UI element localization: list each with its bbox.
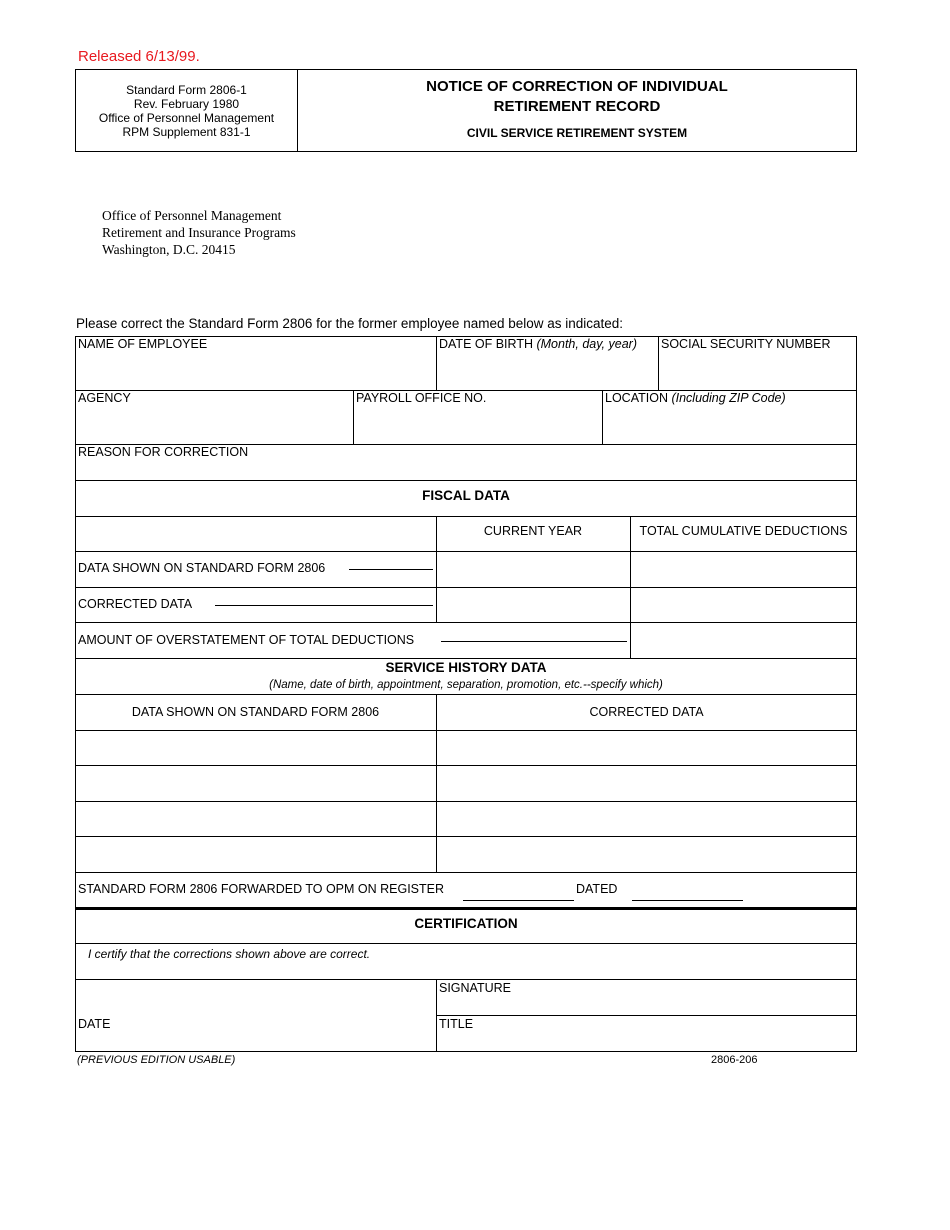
fiscal-corrected-current-input[interactable]: [437, 588, 629, 621]
service-corrected-input[interactable]: [437, 766, 855, 800]
fiscal-col-total-deductions: TOTAL CUMULATIVE DEDUCTIONS: [639, 524, 848, 538]
employee-name-field[interactable]: [76, 337, 207, 351]
service-history-subheading: (Name, date of birth, appointment, separation, promotion, etc.--specify which): [269, 679, 663, 691]
grid-line: [75, 907, 857, 910]
form-id-line: Office of Personnel Management: [98, 111, 275, 125]
date-of-birth-field[interactable]: [437, 337, 637, 351]
register-forwarded-label: STANDARD FORM 2806 FORWARDED TO OPM ON REGISTER: [78, 882, 445, 896]
grid-line: [75, 979, 857, 980]
form-id-block: [76, 70, 298, 151]
fiscal-data-heading: FISCAL DATA: [422, 488, 510, 503]
fiscal-shown-total-input[interactable]: [631, 552, 855, 586]
address-line: Washington, D.C. 20415: [102, 242, 236, 257]
fiscal-row-shown-label: DATA SHOWN ON STANDARD FORM 2806: [78, 561, 326, 575]
fiscal-overstatement-input[interactable]: [631, 623, 855, 657]
fiscal-row-overstatement-label: AMOUNT OF OVERSTATEMENT OF TOTAL DEDUCTIONS: [78, 633, 415, 647]
form-id-line: Rev. February 1980: [133, 97, 240, 111]
reason-field[interactable]: [76, 445, 248, 459]
fiscal-shown-current-input[interactable]: [437, 552, 629, 586]
fiscal-corrected-total-input[interactable]: [631, 588, 855, 621]
leader-line: [441, 641, 627, 642]
service-col-corrected: CORRECTED DATA: [589, 705, 704, 719]
service-corrected-input[interactable]: [437, 731, 855, 764]
certification-heading: CERTIFICATION: [414, 916, 518, 931]
certification-statement: I certify that the corrections shown above are correct.: [88, 947, 371, 961]
release-note: Released 6/13/99.: [78, 48, 200, 65]
correction-form-grid: [75, 336, 857, 1052]
service-history-heading: SERVICE HISTORY DATA: [385, 660, 547, 675]
address-line: Office of Personnel Management: [102, 208, 282, 223]
payroll-office-field[interactable]: [354, 391, 486, 405]
form-title-block: [298, 70, 856, 151]
certification-title-field[interactable]: [437, 1017, 473, 1031]
service-corrected-input[interactable]: [437, 837, 855, 871]
fiscal-col-current-year: CURRENT YEAR: [483, 524, 583, 538]
signature-field[interactable]: [437, 981, 511, 995]
location-field[interactable]: [603, 391, 786, 405]
date-of-birth-label: DATE OF BIRTH: [439, 337, 533, 351]
form-id-line: Standard Form 2806-1: [126, 83, 247, 97]
ssn-field[interactable]: [659, 337, 830, 351]
address-line: Retirement and Insurance Programs: [102, 225, 296, 240]
service-shown-input[interactable]: [76, 802, 435, 835]
grid-line: [75, 943, 857, 944]
signature-label: SIGNATURE: [439, 981, 511, 995]
form-header: [75, 69, 857, 152]
reason-label: REASON FOR CORRECTION: [78, 445, 249, 459]
grid-line: [75, 694, 857, 695]
certification-date-label: DATE: [78, 1017, 111, 1031]
location-hint: (Including ZIP Code): [671, 391, 786, 405]
leader-line: [349, 569, 433, 570]
date-of-birth-hint: (Month, day, year): [536, 337, 637, 351]
form-number: 2806-206: [711, 1054, 758, 1066]
service-col-shown: DATA SHOWN ON STANDARD FORM 2806: [131, 705, 380, 719]
service-shown-input[interactable]: [76, 837, 435, 871]
form-title-line1: NOTICE OF CORRECTION OF INDIVIDUAL: [426, 78, 728, 95]
service-shown-input[interactable]: [76, 731, 435, 764]
location-label: LOCATION: [605, 391, 668, 405]
payroll-office-label: PAYROLL OFFICE NO.: [356, 391, 487, 405]
ssn-label: SOCIAL SECURITY NUMBER: [661, 337, 831, 351]
agency-field[interactable]: [76, 391, 131, 405]
fiscal-row-corrected-label: CORRECTED DATA: [78, 597, 193, 611]
mailing-address: [102, 207, 296, 258]
intro-instruction: Please correct the Standard Form 2806 for the former employee named below as indicated:: [76, 316, 624, 331]
employee-name-label: NAME OF EMPLOYEE: [78, 337, 208, 351]
agency-label: AGENCY: [78, 391, 131, 405]
form-subtitle: CIVIL SERVICE RETIREMENT SYSTEM: [466, 126, 688, 140]
service-corrected-input[interactable]: [437, 802, 855, 835]
edition-note: (PREVIOUS EDITION USABLE): [77, 1054, 236, 1066]
register-number-line[interactable]: [463, 900, 574, 901]
grid-line: [75, 516, 857, 517]
leader-line: [215, 605, 433, 606]
grid-line: [75, 480, 857, 481]
grid-line: [75, 658, 857, 659]
certification-date-field[interactable]: [76, 1017, 110, 1031]
certification-title-label: TITLE: [439, 1017, 474, 1031]
grid-line: [436, 1015, 857, 1016]
grid-line: [75, 872, 857, 873]
register-dated-label: DATED: [576, 882, 618, 896]
form-id-line: RPM Supplement 831-1: [122, 125, 251, 139]
register-date-line[interactable]: [632, 900, 743, 901]
service-shown-input[interactable]: [76, 766, 435, 800]
grid-line: [75, 1051, 857, 1052]
form-title-line2: RETIREMENT RECORD: [493, 98, 661, 115]
